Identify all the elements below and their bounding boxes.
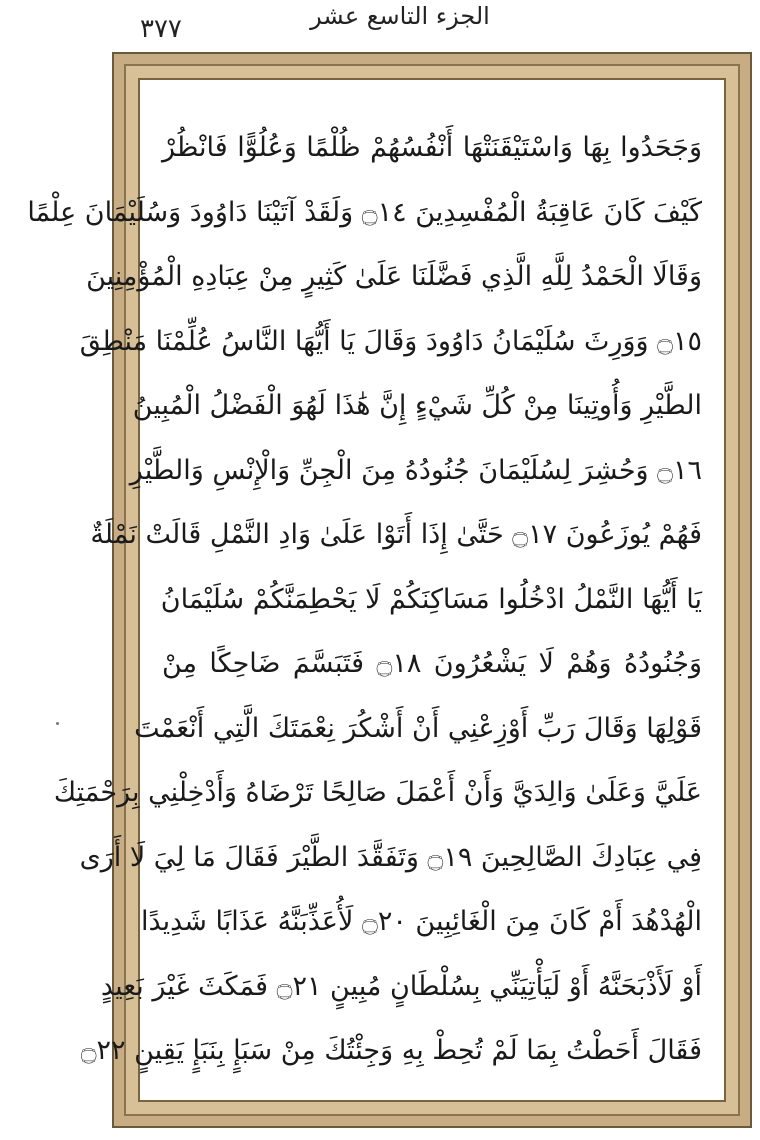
verse-line-7: فَهُمْ يُوزَعُونَ ۝١٧ حَتَّىٰ إِذَا أَتَوْا عَلَىٰ وَادِ النَّمْلِ قَالَتْ نَمْلَةٌ [90, 519, 702, 550]
verse-line-13: الْهُدْهُدَ أَمْ كَانَ مِنَ الْغَائِبِينَ ۝٢٠ لَأُعَذِّبَنَّهُ عَذَابًا شَدِيدًا [140, 906, 702, 937]
verse-line-15: فَقَالَ أَحَطْتُ بِمَا لَمْ تُحِطْ بِهِ وَجِئْتُكَ مِنْ سَبَإٍ بِنَبَإٍ يَقِينٍ ۝٢٢ [80, 1035, 702, 1066]
margin-mark [56, 722, 59, 725]
page-frame [27, 52, 752, 1128]
verse-line-4: ۝١٥ وَوَرِثَ سُلَيْمَانُ دَاوُودَ وَقَالَ يَا أَيُّهَا النَّاسُ عُلِّمْنَا مَنْطِقَ [79, 325, 702, 357]
verse-block [27, 116, 702, 1084]
verse-line-11: عَلَيَّ وَعَلَىٰ وَالِدَيَّ وَأَنْ أَعْمَلَ صَالِحًا تَرْضَاهُ وَأَدْخِلْنِي بِرَحْمَتِكَ [53, 777, 702, 808]
verse-line-2: كَيْفَ كَانَ عَاقِبَةُ الْمُفْسِدِينَ ۝١٤ وَلَقَدْ آتَيْنَا دَاوُودَ وَسُلَيْمَانَ عِلْمًا [27, 196, 702, 228]
frame-border [27, 64, 740, 1116]
verse-line-14: أَوْ لَأَذْبَحَنَّهُ أَوْ لَيَأْتِيَنِّي بِسُلْطَانٍ مُبِينٍ ۝٢١ فَمَكَثَ غَيْرَ بَعِيدٍ [100, 970, 702, 1002]
verse-line-8: يَا أَيُّهَا النَّمْلُ ادْخُلُوا مَسَاكِنَكُمْ لَا يَحْطِمَنَّكُمْ سُلَيْمَانُ [160, 583, 702, 615]
verse-line-6: ۝١٦ وَحُشِرَ لِسُلَيْمَانَ جُنُودُهُ مِنَ الْجِنِّ وَالْإِنْسِ وَالطَّيْرِ [129, 454, 702, 486]
verse-line-9: وَجُنُودُهُ وَهُمْ لَا يَشْعُرُونَ ۝١٨ فَتَبَسَّمَ ضَاحِكًا مِنْ [162, 648, 702, 679]
verse-line-12: فِي عِبَادِكَ الصَّالِحِينَ ۝١٩ وَتَفَقَّدَ الطَّيْرَ فَقَالَ مَا لِيَ لَا أَرَى [79, 841, 702, 873]
text-panel [27, 78, 726, 1102]
verse-line-3: وَقَالَا الْحَمْدُ لِلَّهِ الَّذِي فَضَّلَنَا عَلَىٰ كَثِيرٍ مِنْ عِبَادِهِ الْمُؤْمِنِينَ [86, 261, 702, 292]
verse-line-10: قَوْلِهَا وَقَالَ رَبِّ أَوْزِعْنِي أَنْ أَشْكُرَ نِعْمَتَكَ الَّتِي أَنْعَمْتَ [134, 712, 702, 744]
verse-line-1: وَجَحَدُوا بِهَا وَاسْتَيْقَنَتْهَا أَنْفُسُهُمْ ظُلْمًا وَعُلُوًّا فَانْظُرْ [162, 132, 702, 163]
verse-line-5: الطَّيْرِ وَأُوتِينَا مِنْ كُلِّ شَيْءٍ إِنَّ هَٰذَا لَهُوَ الْفَضْلُ الْمُبِينُ [132, 390, 702, 421]
juz-title: الجزء التاسع عشر [310, 2, 490, 30]
page-number: ٣٧٧ [140, 14, 182, 44]
